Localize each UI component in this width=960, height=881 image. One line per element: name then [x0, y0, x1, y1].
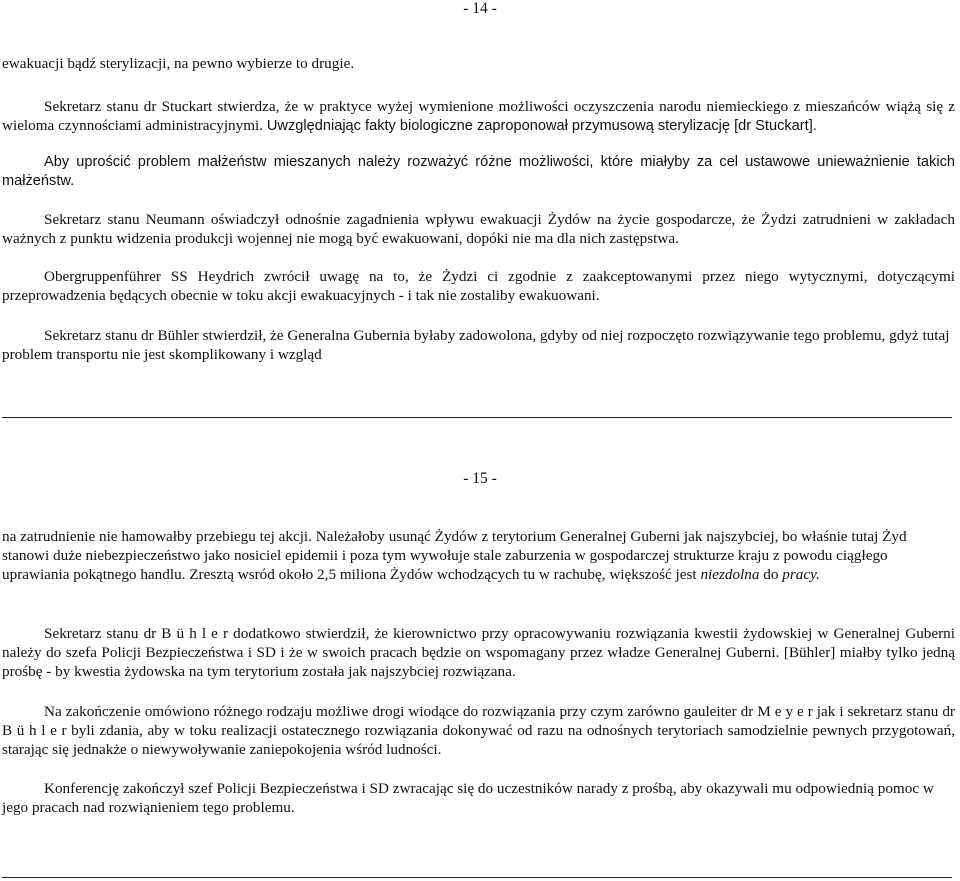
paragraph-text: Sekretarz stanu dr Bühler stwierdził, że Generalna Gubernia byłaby zadowolona, gdyby od niej rozpoczęto rozwiązywanie tego problemu, gdyż tutaj problem transportu nie jest skomplikowany i wzgląd: [2, 327, 950, 363]
paragraph: [2, 326, 955, 364]
paragraph: [2, 54, 955, 73]
paragraph-text: do: [759, 566, 783, 583]
paragraph-text: Sekretarz stanu dr B ü h l e r dodatkowo stwierdził, że kierownictwo przy opracowywaniu rozwiązania kwestii żydowskiej w Generalnej Guberni należy do szefa Policji Bezpieczeństwa i SD i że w swoich pracach będzie on wspomagany przez władze Generalnej Guberni. [Bühler] miałby tylko jedną prośbę - by kwestia żydowska na tym terytorium została jak najszybciej rozwiązana.: [2, 625, 955, 680]
paragraph-text: Sekretarz stanu Neumann oświadczył odnośnie zagadnienia wpływu ewakuacji Żydów na życie gospodarcze, że Żydzi zatrudnieni w zakładach ważnych z punktu widzenia produkcji wojennej nie mogą być ewakuowani, dopóki nie ma dla nich zastępstwa.: [2, 211, 955, 247]
paragraph-text: na zatrudnienie nie hamowałby przebiegu tej akcji. Należałoby usunąć Żydów z terytorium Generalnej Guberni jak najszybciej, bo właśnie tutaj Żyd stanowi duże niebezpieczeństwo jako nosiciel epidemii i poza tym wywołuje stale zaburzenia w gospodarczej strukturze kraju z powodu ciągłego uprawiania pokątnego handlu. Zresztą wsród około 2,5 miliona Żydów wchodzących tu w rachubę, większość jest: [2, 528, 907, 583]
paragraph: [2, 153, 955, 191]
paragraph-text: Konferencję zakończył szef Policji Bezpieczeństwa i SD zwracając się do uczestników narady z prośbą, aby okazywali mu odpowiednią pomoc w jego pracach nad rozwiąnieniem tego problemu.: [2, 780, 934, 816]
paragraph: [2, 267, 955, 305]
paragraph-text: ewakuacji bądź sterylizacji, na pewno wybierze to drugie.: [2, 55, 355, 72]
paragraph: [2, 97, 955, 136]
page-divider: [2, 417, 952, 418]
paragraph-text: Sekretarz stanu dr Stuckart stwierdza, że w praktyce wyżej wymienione możliwości oczyszczenia narodu niemieckiego z mieszańców wiążą się z wieloma czynnościami administracyjnymi.: [2, 98, 955, 134]
page-number-14: - 14 -: [463, 0, 497, 17]
paragraph-text: Obergruppenführer SS Heydrich zwrócił uwagę na to, że Żydzi ci zgodnie z zaakceptowanymi przez niego wytycznymi, dotyczącymi przeprowadzenia będących obecnie w toku akcji ewakuacyjnych - i tak nie zostaliby ewakuowani.: [2, 268, 955, 304]
paragraph-text: Na zakończenie omówiono różnego rodzaju możliwe drogi wiodące do rozwiązania przy czym zarówno gauleiter dr M e y e r jak i sekretarz stanu dr B ü h l e r byli zdania, aby w toku realizacji ostatecznego rozwiązania dokonywać od razu na odnośnych terytoriach samodzielnie pewnych przygotowań, starając się jednakże o niewywoływanie zaniepokojenia wśród ludności.: [2, 703, 955, 758]
italic-text: niezdolna: [700, 566, 760, 583]
page-number-15: - 15 -: [463, 470, 497, 487]
paragraph: [2, 527, 955, 584]
paragraph-text-sans: Uwzględniając fakty biologiczne zaproponował przymusową sterylizację [dr Stuckart].: [266, 118, 817, 134]
paragraph: [2, 210, 955, 248]
page-divider: [2, 877, 952, 878]
italic-text: pracy.: [782, 566, 820, 583]
paragraph: [2, 779, 955, 817]
paragraph-text: Aby uprościć problem małżeństw mieszanych należy rozważyć różne możliwości, które miałyby za cel ustawowe unieważnienie takich małżeństw.: [2, 154, 955, 189]
paragraph: [2, 624, 955, 681]
paragraph: [2, 702, 955, 759]
